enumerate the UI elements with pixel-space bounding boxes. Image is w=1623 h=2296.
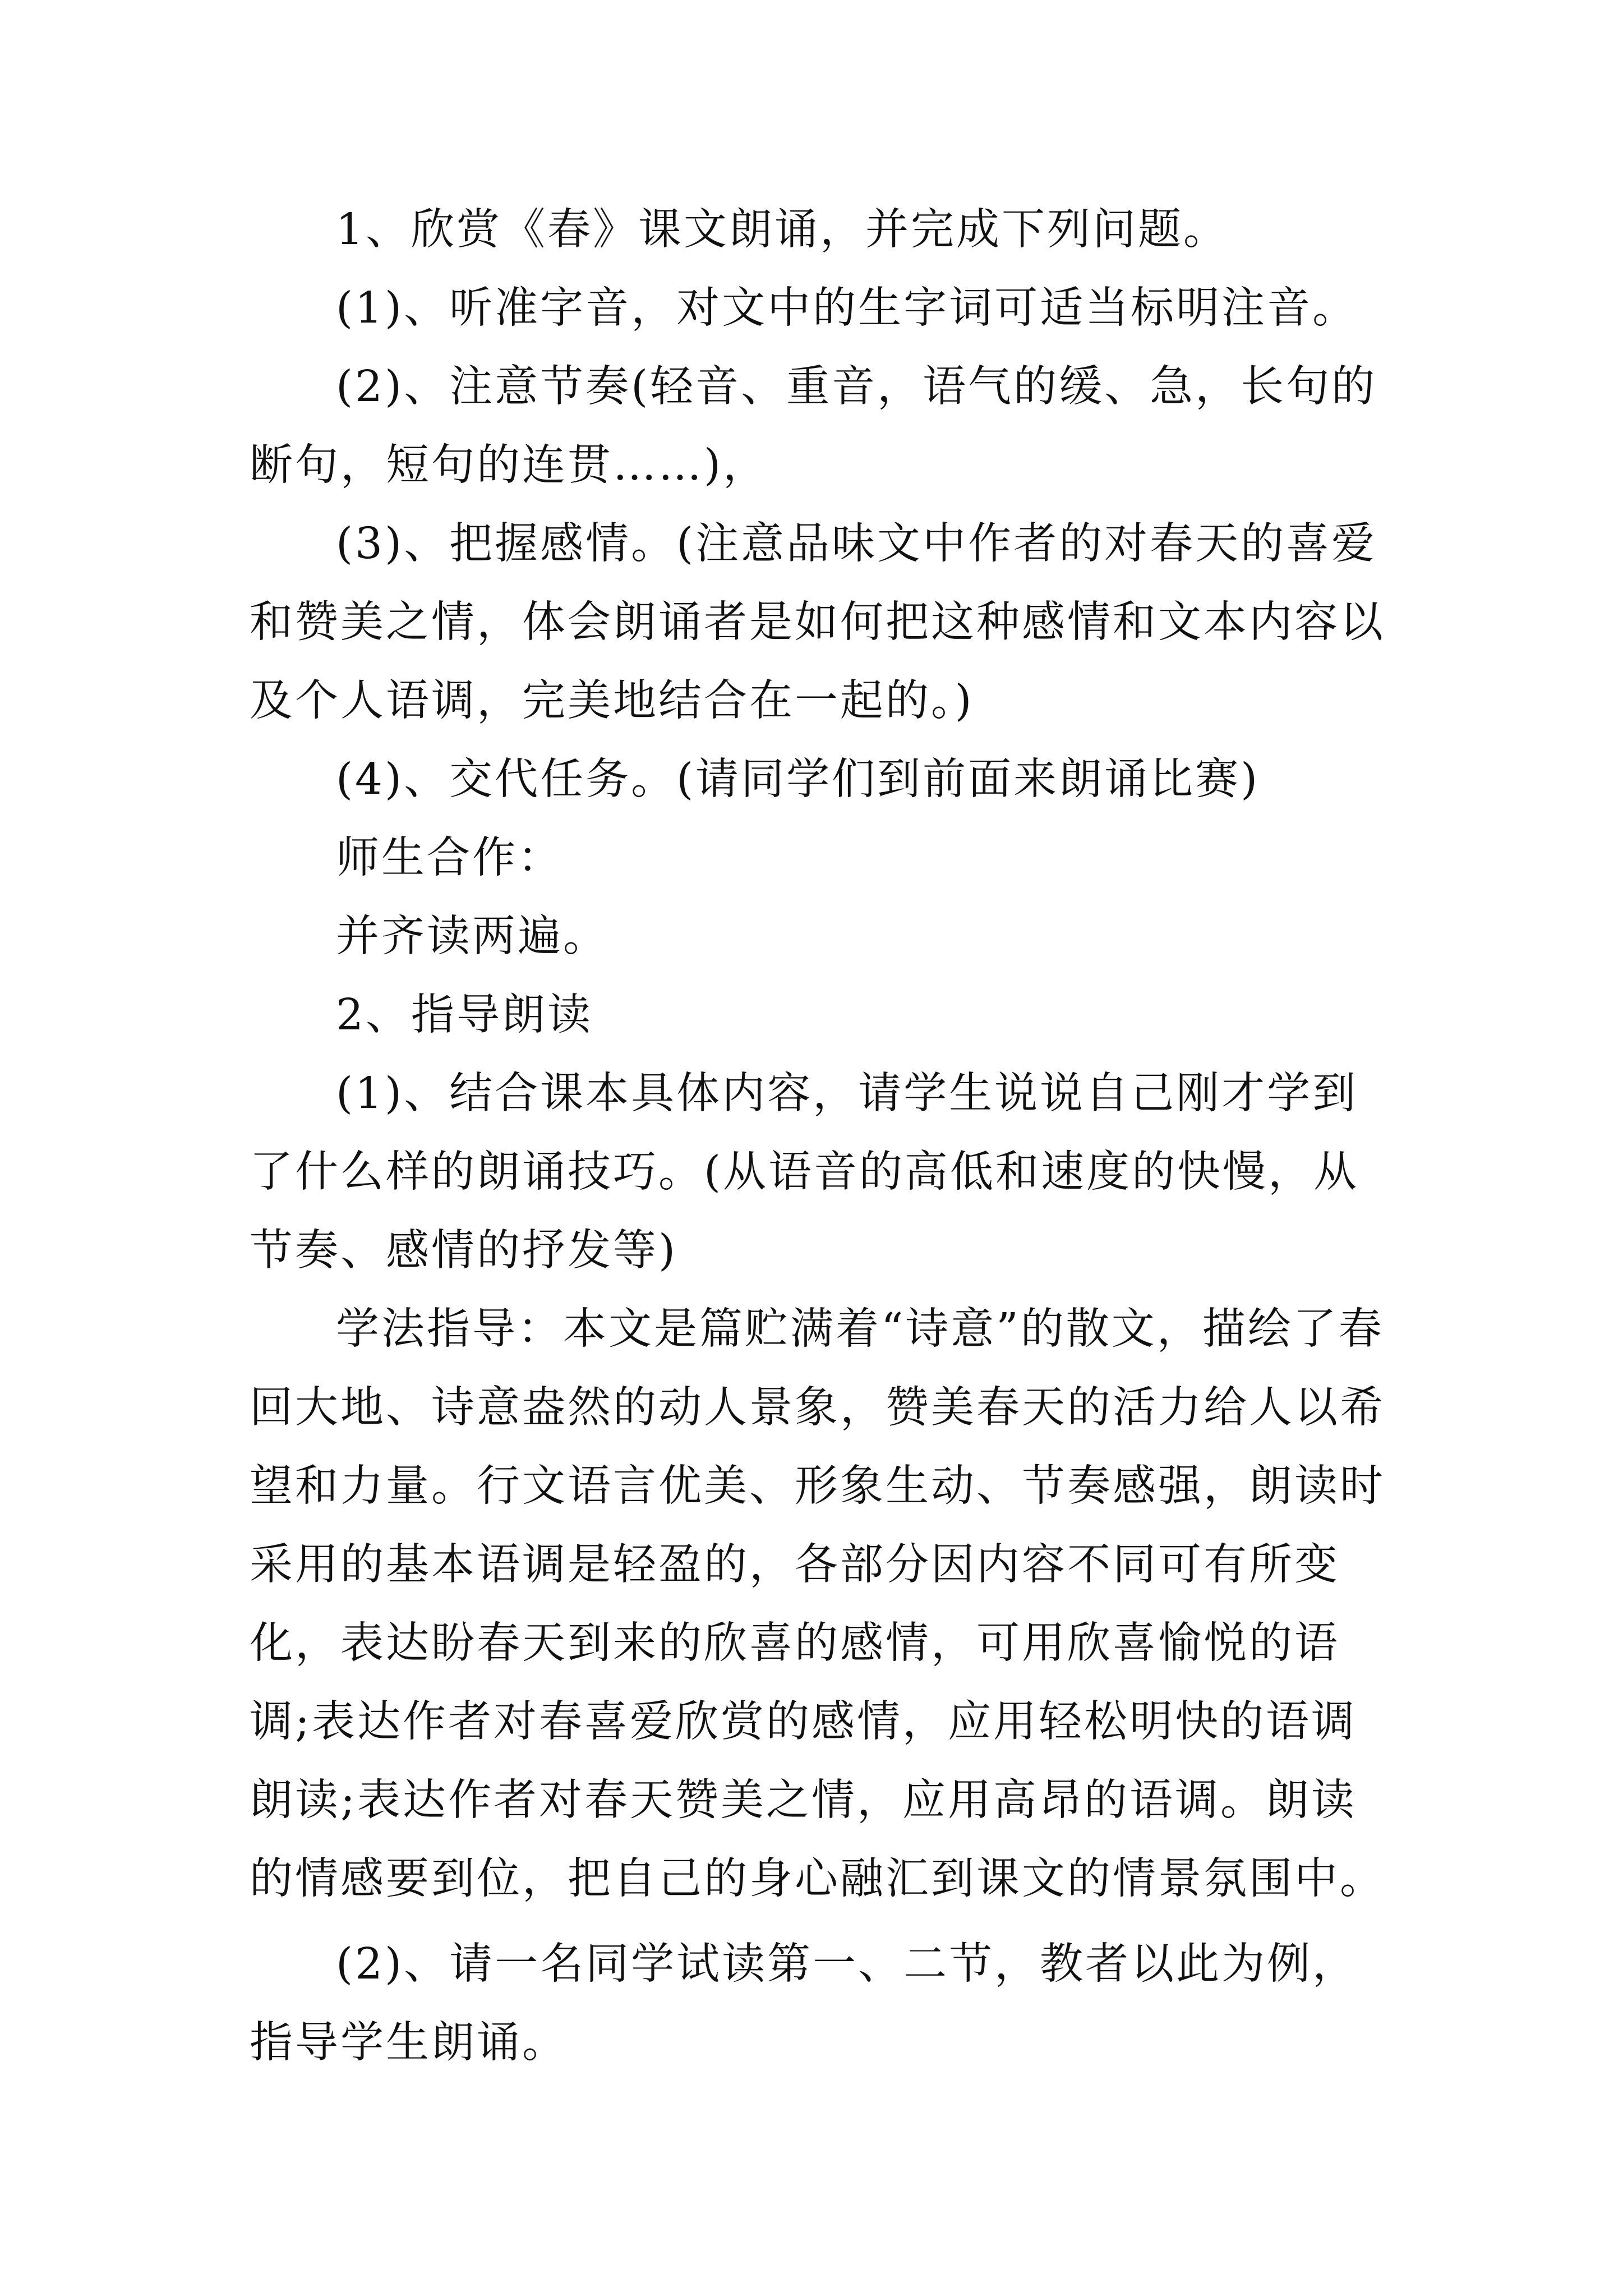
paragraph-6: 师生合作： xyxy=(336,833,563,883)
paragraph-10: 学法指导：本文是篇贮满着“诗意”的散文，描绘了春回大地、诗意盎然的动人景象，赞美春天的活力给人以希望和力量。行文语言优美、形象生动、节奏感强，朗读时采用的基本语调是轻盈的，各部分因内容不同可有所变化，表达盼春天到来的欣喜的感情，可用欣喜愉悦的语调;表达作者对春喜爱欣赏的感情，应用轻松明快的语调朗读;表达作者对春天赞美之情，应用高昂的语调。朗读的情感要到位，把自己的身心融汇到课文的情景氛围中。 xyxy=(250,1304,1385,1904)
paragraph-1: 1、欣赏《春》课文朗诵，并完成下列问题。 xyxy=(336,205,1229,255)
document-body xyxy=(250,191,1394,2082)
paragraph-3: (2)、注意节奏(轻音、重音，语气的缓、急，长句的断句，短句的连贯……)， xyxy=(250,362,1377,490)
paragraph-8: 2、指导朗读 xyxy=(336,990,593,1040)
paragraph-5: (4)、交代任务。(请同学们到前面来朗诵比赛) xyxy=(336,754,1260,804)
paragraph-11: (2)、请一名同学试读第一、二节，教者以此为例，指导学生朗诵。 xyxy=(250,1939,1358,2068)
paragraph-2: (1)、听准字音，对文中的生字词可适当标明注音。 xyxy=(336,283,1358,333)
paragraph-9: (1)、结合课本具体内容，请学生说说自己刚才学到了什么样的朗诵技巧。(从语音的高低和速度的快慢，从节奏、感情的抒发等) xyxy=(250,1069,1359,1276)
paragraph-4: (3)、把握感情。(注意品味文中作者的对春天的喜爱和赞美之情，体会朗诵者是如何把这种感情和文本内容以及个人语调，完美地结合在一起的。) xyxy=(250,519,1385,726)
paragraph-7: 并齐读两遍。 xyxy=(336,912,608,961)
